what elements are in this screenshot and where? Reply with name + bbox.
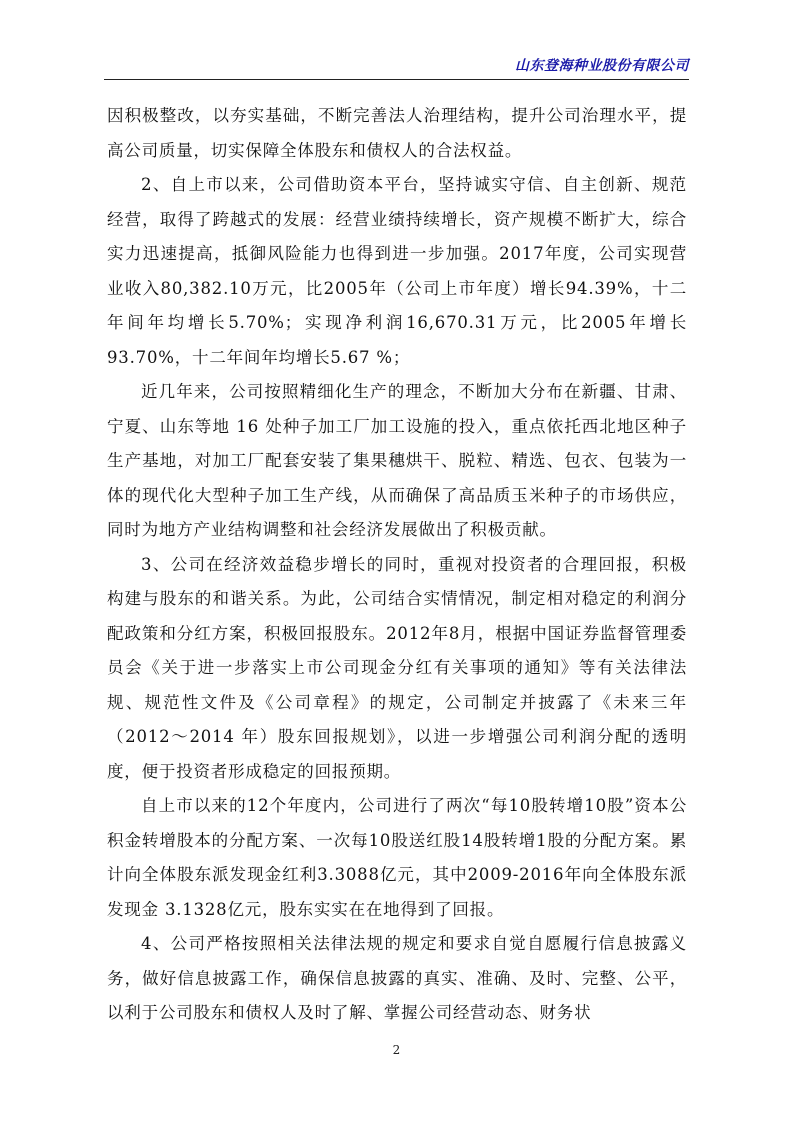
header-company-name: 山东登海种业股份有限公司 [515, 58, 689, 74]
body-text [107, 99, 687, 1031]
paragraph-item-2: 2、自上市以来，公司借助资本平台，坚持诚实守信、自主创新、规范经营，取得了跨越式的发展：经营业绩持续增长，资产规模不断扩大，综合实力迅速提高，抵御风险能力也得到进一步加强。2017年度，公司实现营业收入80,382.10万元，比2005年（公司上市年度）增长94.39%，十二年间年均增长5.70%；实现净利润16,670.31万元，比2005年增长93.70%，十二年间年均增长5.67 %； [107, 175, 687, 367]
paragraph-dividends: 自上市以来的12个年度内，公司进行了两次“每10股转增10股”资本公积金转增股本的分配方案、一次每10股送红股14股转增1股的分配方案。累计向全体股东派发现金红利3.3088亿元，其中2009-2016年向全体股东派发现金 3.1328亿元，股东实实在在地得到了回报。 [107, 796, 687, 919]
paragraph-item-4: 4、公司严格按照相关法律法规的规定和要求自觉自愿履行信息披露义务，做好信息披露工作，确保信息披露的真实、准确、及时、完整、公平，以利于公司股东和债权人及时了解、掌握公司经营动态、财务状 [107, 934, 687, 1022]
page-header [104, 53, 689, 80]
paragraph-item-3: 3、公司在经济效益稳步增长的同时，重视对投资者的合理回报，积极构建与股东的和谐关系。为此，公司结合实情情况，制定相对稳定的利润分配政策和分红方案，积极回报股东。2012年8月，根据中国证券监督管理委员会《关于进一步落实上市公司现金分红有关事项的通知》等有关法律法规、规范性文件及《公司章程》的规定，公司制定并披露了《未来三年（2012～2014 年）股东回报规划》，以进一步增强公司利润分配的透明度，便于投资者形成稳定的回报预期。 [107, 554, 687, 781]
paragraph-processing-facilities: 近几年来，公司按照精细化生产的理念，不断加大分布在新疆、甘肃、宁夏、山东等地 16 处种子加工厂加工设施的投入，重点依托西北地区种子生产基地，对加工厂配套安装了集果穗烘干、脱粒、精选、包衣、包装为一体的现代化大型种子加工生产线，从而确保了高品质玉米种子的市场供应，同时为地方产业结构调整和社会经济发展做出了积极贡献。 [107, 382, 687, 539]
paragraph-continuation: 因积极整改，以夯实基础，不断完善法人治理结构，提升公司治理水平，提高公司质量，切实保障全体股东和债权人的合法权益。 [107, 106, 687, 160]
page-number: 2 [392, 1043, 401, 1057]
